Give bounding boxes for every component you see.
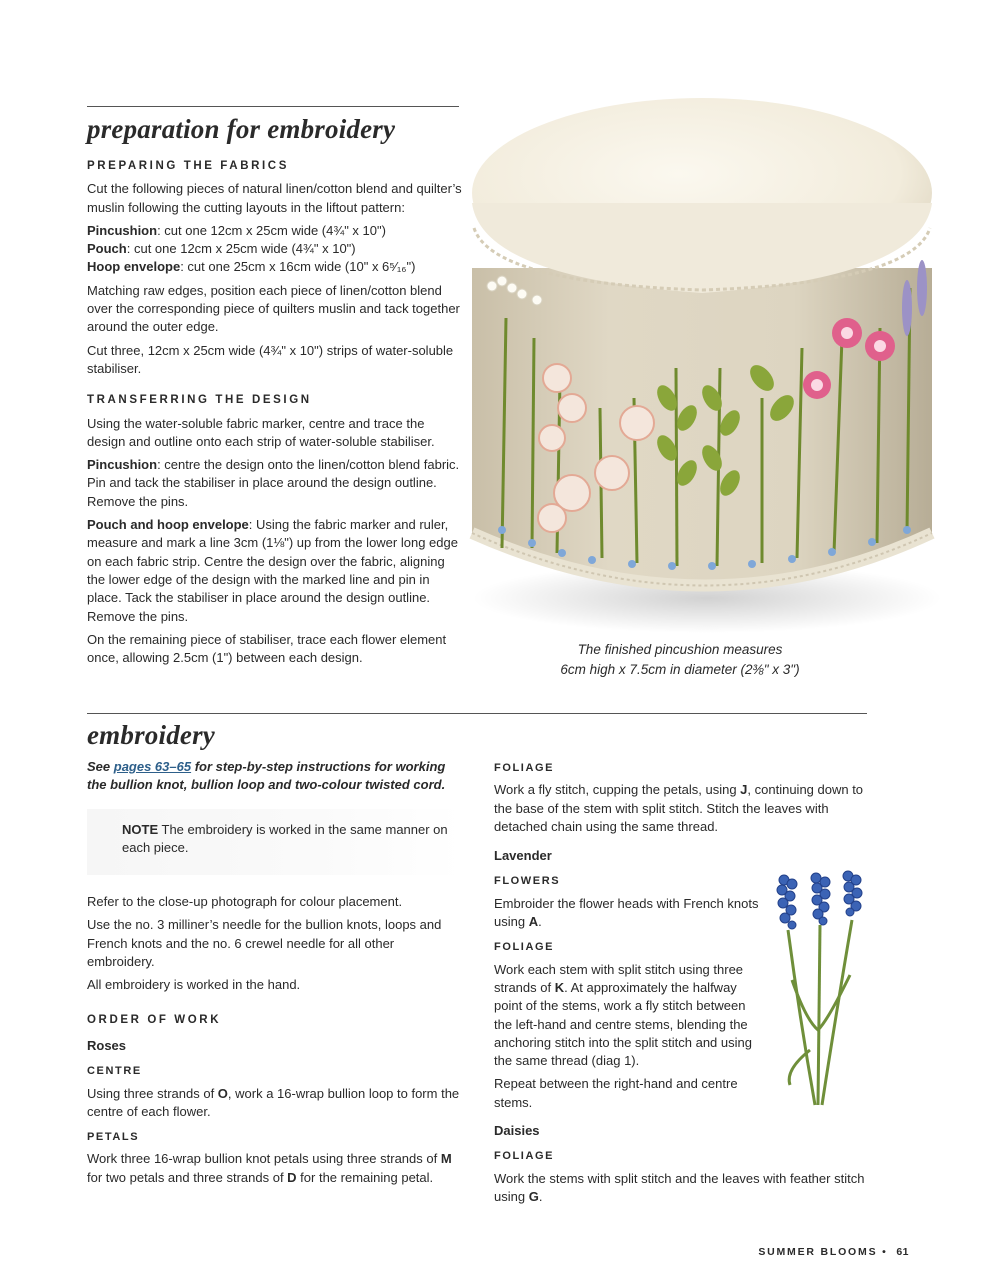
petals-paragraph	[87, 1150, 462, 1187]
caption-line-1: The finished pincushion measures	[577, 642, 783, 657]
see-prefix: See	[87, 759, 114, 774]
lav-foliage-post: . At approximately the halfway point of the stems, work a fly stitch between the left-hand and centre stems, blending the anchoring stitch into the split stitch and using the same thread (diag 1).	[494, 979, 752, 1069]
lavender-illustration	[770, 870, 880, 1110]
cut-text: : cut one 25cm x 16cm wide (10" x 6⁵⁄₁₆")	[180, 259, 416, 275]
pages-link[interactable]: pages 63–65	[113, 759, 192, 774]
roses-heading: Roses	[87, 1037, 127, 1053]
cut-text: : cut one 12cm x 25cm wide (4¾" x 10")	[157, 222, 386, 238]
lavender-heading: Lavender	[494, 848, 552, 864]
cut-item-pincushion	[87, 222, 462, 240]
cut-item-hoop-envelope	[87, 258, 462, 276]
preparation-heading: preparation for embroidery	[87, 114, 396, 144]
preparing-fabrics-subheading: PREPARING THE FABRICS	[87, 160, 289, 172]
see-suffix: for step-by-step instructions for working the bullion knot, bullion loop and two-colour twisted cord.	[87, 759, 446, 793]
matching-paragraph: Matching raw edges, position each piece of linen/cotton blend over the corresponding piece of quilters muslin and tack together around the outer edge.	[87, 282, 460, 335]
thread-code: G	[528, 1188, 539, 1204]
thread-code: D	[287, 1169, 297, 1185]
rose-foliage-paragraph	[494, 781, 869, 836]
transfer-text: : centre the design onto the linen/cotton blend fabric. Pin and tack the stabiliser in place around the design outline. Remove the pins.	[87, 457, 460, 509]
cut-text: : cut one 12cm x 25cm wide (4¾" x 10")	[126, 241, 356, 257]
rose-foliage-label: FOLIAGE	[494, 762, 555, 774]
page-footer	[758, 1246, 909, 1258]
section-rule	[87, 713, 867, 714]
footer-section: SUMMER BLOOMS	[758, 1246, 878, 1258]
photo-caption	[520, 640, 840, 680]
needle-paragraph: Use the no. 3 milliner’s needle for the bullion knots, loops and French knots and the no. 6 crewel needle for all other embroidery.	[87, 917, 442, 970]
cut-label: Hoop envelope	[87, 259, 181, 275]
centre-paragraph	[87, 1085, 462, 1122]
caption-line-2: 6cm high x 7.5cm in diameter (2⅜" x 3")	[560, 662, 800, 677]
lav-flowers-pre: Embroider the flower heads with French knots using	[494, 895, 759, 930]
petals-mid: for two petals and three strands of	[87, 1169, 288, 1185]
cut-strips-paragraph: Cut three, 12cm x 25cm wide (4¾" x 10") strips of water-soluble stabiliser.	[87, 342, 454, 376]
daisies-heading: Daisies	[494, 1123, 540, 1139]
page-number: 61	[896, 1246, 909, 1258]
cut-label: Pincushion	[87, 222, 158, 238]
transfer-text: : Using the fabric marker and ruler, measure and mark a line 3cm (1⅛") up from the lower long edge on each fabric strip. Centre the design over the fabric, aligning the lower edge of the design with the marked line and pin in place. Tack the stabiliser in place around the design outline. Remove the pins.	[87, 517, 458, 624]
thread-code: J	[740, 782, 748, 798]
daisy-foliage-pre: Work the stems with split stitch and the leaves with feather stitch using	[494, 1170, 865, 1204]
note-box	[87, 809, 462, 876]
order-of-work-subheading: ORDER OF WORK	[87, 1013, 222, 1026]
refer-paragraph: Refer to the close-up photograph for colour placement.	[87, 894, 403, 910]
thread-code: O	[217, 1085, 228, 1101]
daisy-foliage-label: FOLIAGE	[494, 1150, 555, 1163]
rose-foliage-post: , continuing down to the base of the stem with split stitch. Stitch the leaves with detached chain using the same thread.	[494, 782, 864, 834]
cut-item-pouch	[87, 240, 462, 258]
transfer-label: Pouch and hoop envelope	[87, 517, 249, 533]
preparation-column	[87, 154, 462, 672]
transfer-pouch	[87, 516, 462, 626]
top-rule	[87, 106, 459, 107]
lav-flowers-paragraph	[494, 895, 759, 932]
cut-label: Pouch	[87, 241, 127, 257]
thread-code: M	[440, 1151, 452, 1167]
hand-paragraph: All embroidery is worked in the hand.	[87, 977, 301, 993]
daisy-foliage-paragraph	[494, 1170, 869, 1207]
see-pages-paragraph	[87, 758, 462, 795]
footer-separator: •	[882, 1246, 888, 1258]
lav-foliage-paragraph	[494, 961, 759, 1071]
remaining-paragraph: On the remaining piece of stabiliser, trace each flower element once, allowing 2.5cm (1") between each design.	[87, 631, 447, 666]
embroidery-heading: embroidery	[87, 720, 215, 750]
rose-foliage-pre: Work a fly stitch, cupping the petals, using	[494, 782, 741, 798]
transfer-pincushion	[87, 456, 462, 511]
lav-foliage-pre: Work each stem with split stitch using three strands of	[494, 961, 744, 995]
transfer-label: Pincushion	[87, 457, 158, 473]
pincushion-photo	[462, 78, 947, 638]
centre-label: CENTRE	[87, 1065, 142, 1078]
transferring-design-subheading: TRANSFERRING THE DESIGN	[87, 394, 312, 407]
petals-pre: Work three 16-wrap bullion knot petals using three strands of	[87, 1151, 441, 1167]
lav-flowers-post: .	[538, 914, 542, 930]
centre-pre: Using three strands of	[87, 1085, 218, 1101]
thread-code: A	[528, 914, 539, 930]
lav-repeat-paragraph: Repeat between the right-hand and centre stems.	[494, 1076, 738, 1110]
transfer-intro: Using the water-soluble fabric marker, centre and trace the design and outline onto each strip of water-soluble stabiliser.	[87, 415, 435, 449]
daisy-foliage-post: .	[538, 1188, 543, 1204]
note-label: NOTE	[122, 821, 159, 837]
lav-flowers-label: FLOWERS	[494, 875, 561, 888]
petals-post: for the remaining petal.	[296, 1169, 434, 1185]
cut-list	[87, 222, 462, 277]
thread-code: K	[554, 979, 565, 995]
lav-foliage-label: FOLIAGE	[494, 941, 555, 954]
fabrics-intro: Cut the following pieces of natural linen/cotton blend and quilter’s muslin following the cutting layouts in the liftout pattern:	[87, 181, 462, 215]
petals-label: PETALS	[87, 1131, 140, 1144]
embroidery-left-column	[87, 758, 462, 1192]
note-text: The embroidery is worked in the same manner on each piece.	[122, 821, 448, 855]
lavender-text	[494, 872, 759, 1112]
centre-post: , work a 16-wrap bullion loop to form the centre of each flower.	[87, 1085, 460, 1119]
